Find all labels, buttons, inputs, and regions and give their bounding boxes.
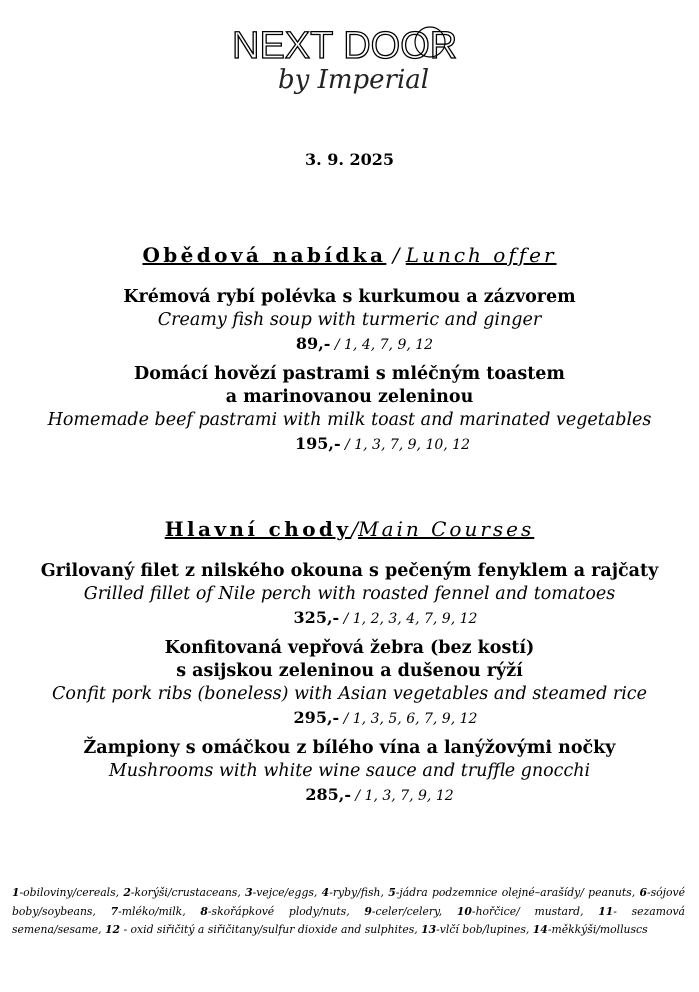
dish-price-line [0,432,699,457]
logo-wordmark: NEXT DOOR [232,25,458,67]
dish-name-cz: Krémová rybí polévka s kurkumou a zázvorem [123,287,576,307]
legend-item: 5-jádra podzemnice olejné–arašídy/ peanuts, [388,886,640,899]
dish-price: 325,- [293,608,340,627]
dish-name-cz-cont: a marinovanou zeleninou [225,387,474,407]
legend-num: 7 [110,904,119,918]
dish-name-en: Grilled fillet of Nile perch with roasted fennel and tomatoes [83,584,616,604]
legend-num: 9 [364,904,372,918]
dish-allergens: / 1, 4, 7, 9, 12 [330,337,434,353]
legend-item: 4-ryby/fish, [321,886,389,899]
dish-name-en: Homemade beef pastrami with milk toast and marinated vegetables [47,410,652,430]
legend-item: 1-obiloviny/cereals, [12,886,124,899]
dish-name-cz: Žampiony s omáčkou z bílého vína a lanýžovými nočky [83,738,616,758]
section-title-cz: Hlavní chody [164,517,352,541]
dish-name-cz: Domácí hovězí pastrami s mléčným toastem [134,364,565,384]
dish-price-line [0,606,699,631]
dish-allergens: / 1, 2, 3, 4, 7, 9, 12 [339,611,478,627]
dish-item [0,560,699,631]
brand-logo [228,18,468,128]
dish-allergens: / 1, 3, 7, 9, 12 [350,788,454,804]
legend-item: 8-skořápkové plody/nuts, [200,904,365,918]
dish-name-en: Confit pork ribs (boneless) with Asian vegetables and steamed rice [52,684,647,704]
dish-item [0,637,699,731]
legend-num: 2 [123,886,131,899]
legend-item: 12 - oxid siřičitý a siřičitany/sulfur dioxide and sulphites, [105,923,422,936]
dish-item [0,737,699,808]
logo-graphic [228,18,468,128]
legend-item: 11- sezamová semena/sesame, [12,904,685,936]
dish-allergens: / 1, 3, 5, 6, 7, 9, 12 [339,711,478,727]
dish-item [0,363,699,457]
legend-item: 10-hořčice/ mustard, [456,904,599,918]
legend-item: 2-korýši/crustaceans, [123,886,246,899]
dish-price-line [0,332,699,357]
section-title-en: Main Courses [358,517,535,541]
dish-item [0,286,699,357]
section-lunch-offer [0,242,699,457]
legend-num: 4 [321,886,330,899]
section-title-cz: Obědová nabídka [142,243,387,267]
legend-item: 6-sójové boby/soybeans, [12,886,685,918]
section-heading: Obědová nabídka / Lunch offer [142,243,557,267]
section-heading: Hlavní chody/Main Courses [164,517,535,541]
legend-num: 14 [532,923,548,936]
legend-num: 12 [105,923,121,936]
dish-name-en: Mushrooms with white wine sauce and truffle gnocchi [108,761,591,781]
section-title-en: Lunch offer [405,243,557,267]
legend-num: 6 [639,886,647,899]
legend-num: 3 [245,886,253,899]
dish-name-cz: Grilovaný filet z nilského okouna s pečeným fenyklem a rajčaty [40,561,659,581]
dish-price-line [0,706,699,731]
dish-price: 89,- [295,334,331,353]
dish-price-line [0,783,699,808]
legend-item: 7-mléko/milk, [110,904,201,918]
dish-name-cz-cont: s asijskou zeleninou a dušenou rýží [176,661,523,681]
legend-num: 10 [456,904,472,918]
dish-price: 195,- [295,434,341,453]
legend-num: 13 [421,923,437,936]
legend-num: 11 [598,904,614,918]
dish-allergens: / 1, 3, 7, 9, 10, 12 [340,437,470,453]
logo-tagline: by Imperial [278,65,430,95]
legend-item: 9-celer/celery, [364,904,457,918]
menu-date: 3. 9. 2025 [304,150,395,169]
legend-num: 8 [200,904,208,918]
dish-price: 295,- [293,708,340,727]
legend-item: 13-vlčí bob/lupines, [421,923,533,936]
dish-name-en: Creamy fish soup with turmeric and ginger [157,310,542,330]
dish-price: 285,- [305,785,351,804]
legend-num: 5 [388,886,396,899]
legend-item: 14-měkkýši/molluscs [532,923,648,936]
section-main-courses [0,516,699,808]
legend-item: 3-vejce/eggs, [245,886,322,899]
legend-num: 1 [12,886,20,899]
allergen-legend [12,884,685,940]
dish-name-cz: Konfitovaná vepřová žebra (bez kostí) [164,638,535,658]
